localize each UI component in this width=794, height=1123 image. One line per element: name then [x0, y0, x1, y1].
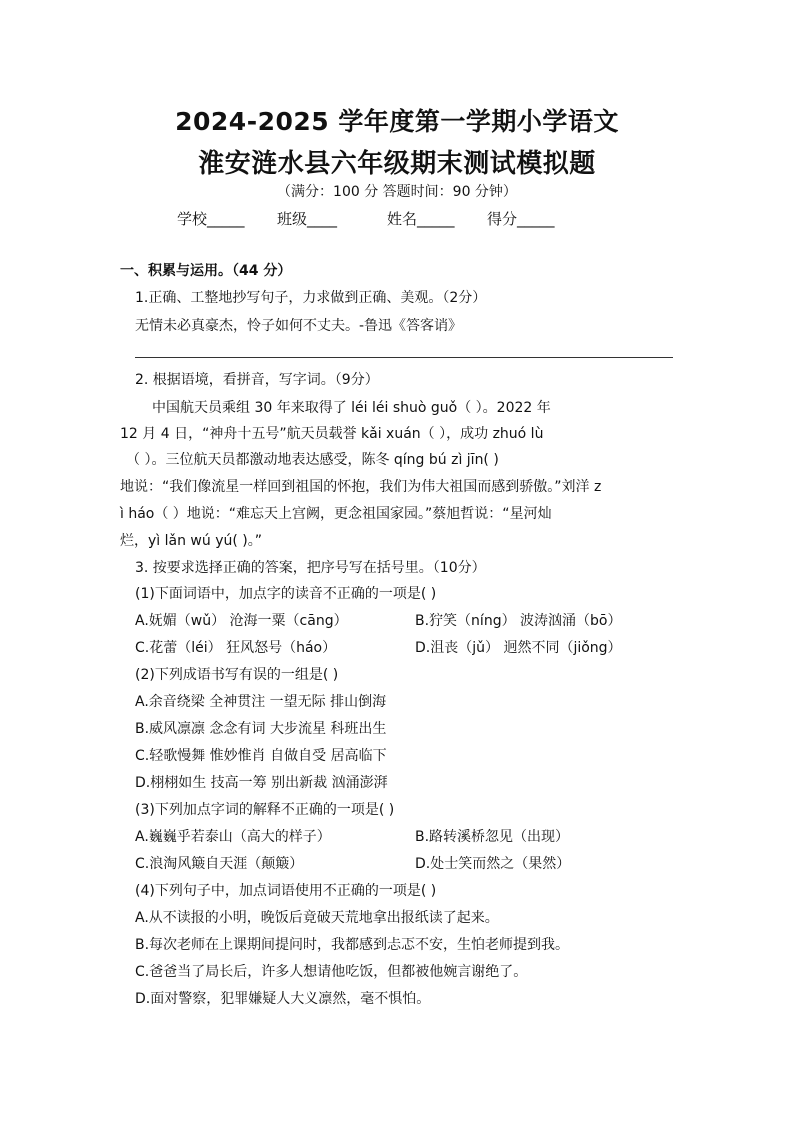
q3-4-option-a: A.从不读报的小明，晚饭后竟破天荒地拿出报纸读了起来。	[135, 910, 499, 926]
exam-title-line2: 淮安涟水县六年级期末测试模拟题	[198, 149, 596, 179]
q2-line-1: 中国航天员乘组 30 年来取得了 léi léi shuò guǒ（ ）。2022 年	[152, 400, 551, 416]
q2-line-4: 地说：“我们像流星一样回到祖国的怀抱，我们为伟大祖国而感到骄傲。”刘洋 z	[120, 479, 602, 495]
q3-2-prompt: (2)下列成语书写有误的一组是( )	[135, 667, 339, 683]
q3-3-option-a: A.巍巍乎若泰山（高大的样子）	[135, 829, 331, 845]
q3-3-option-b: B.路转溪桥忽见（出现）	[415, 829, 570, 845]
q2-line-3: （ ）。三位航天员都激动地表达感受，陈冬 qíng bú zì jīn( )	[126, 452, 499, 468]
q3-1-prompt: (1)下面词语中，加点字的读音不正确的一项是( )	[135, 586, 437, 602]
q3-3-option-c: C.浪淘风簸自天涯（颠簸）	[135, 856, 304, 872]
q2-line-5: ì háo（ ）地说：“难忘天上宫阙，更念祖国家园。”蔡旭哲说：“星河灿	[120, 506, 552, 522]
q1-answer-line[interactable]	[135, 357, 673, 358]
q3-3-prompt: (3)下列加点字词的解释不正确的一项是( )	[135, 802, 395, 818]
q3-1-option-d: D.沮丧（jǔ） 迥然不同（jiǒng）	[415, 640, 622, 656]
q3-4-option-d: D.面对警察，犯罪嫌疑人大义凛然，毫不惧怕。	[135, 991, 431, 1007]
q3-2-option-d: D.栩栩如生 技高一筹 别出新裁 汹涌澎湃	[135, 775, 388, 791]
q1-sentence: 无情未必真豪杰，怜子如何不丈夫。-鲁迅《答客诮》	[135, 318, 463, 334]
q3-4-prompt: (4)下列句子中，加点词语使用不正确的一项是( )	[135, 883, 437, 899]
school-field[interactable]: 学校_____	[177, 210, 245, 228]
q3-2-option-b: B.威风凛凛 念念有词 大步流星 科班出生	[135, 721, 387, 737]
score-field[interactable]: 得分_____	[487, 210, 555, 228]
section-heading: 一、积累与运用。（44 分）	[120, 263, 292, 279]
q3-4-option-c: C.爸爸当了局长后，许多人想请他吃饭，但都被他婉言谢绝了。	[135, 964, 528, 980]
q3-prompt: 3. 按要求选择正确的答案，把序号写在括号里。（10分）	[135, 560, 486, 576]
exam-title-line1: 2024-2025 学年度第一学期小学语文	[175, 107, 619, 136]
q3-4-option-b: B.每次老师在上课期间提问时，我都感到忐忑不安，生怕老师提到我。	[135, 937, 570, 953]
q2-line-2: 12 月 4 日，“神舟十五号”航天员载誉 kǎi xuán（ ），成功 zhuó lù	[120, 426, 544, 442]
q3-3-option-d: D.处士笑而然之（果然）	[415, 856, 571, 872]
q1-prompt: 1.正确、工整地抄写句子，力求做到正确、美观。（2分）	[135, 290, 487, 306]
q2-line-6: 烂，yì lǎn wú yú( )。”	[120, 533, 262, 549]
q3-2-option-c: C.轻歌慢舞 惟妙惟肖 自做自受 居高临下	[135, 748, 387, 764]
class-field[interactable]: 班级____	[277, 210, 338, 228]
q3-1-option-b: B.狞笑（níng） 波涛汹涌（bō）	[415, 613, 622, 629]
q3-1-option-c: C.花蕾（léi） 狂风怒号（háo）	[135, 640, 337, 656]
exam-subtitle: （满分：100 分 答题时间：90 分钟）	[277, 184, 517, 200]
q2-prompt: 2. 根据语境，看拼音，写字词。（9分）	[135, 372, 379, 388]
name-field[interactable]: 姓名_____	[387, 210, 455, 228]
q3-2-option-a: A.余音绕梁 全神贯注 一望无际 排山倒海	[135, 694, 387, 710]
q3-1-option-a: A.妩媚（wǔ） 沧海一粟（cāng）	[135, 613, 348, 629]
